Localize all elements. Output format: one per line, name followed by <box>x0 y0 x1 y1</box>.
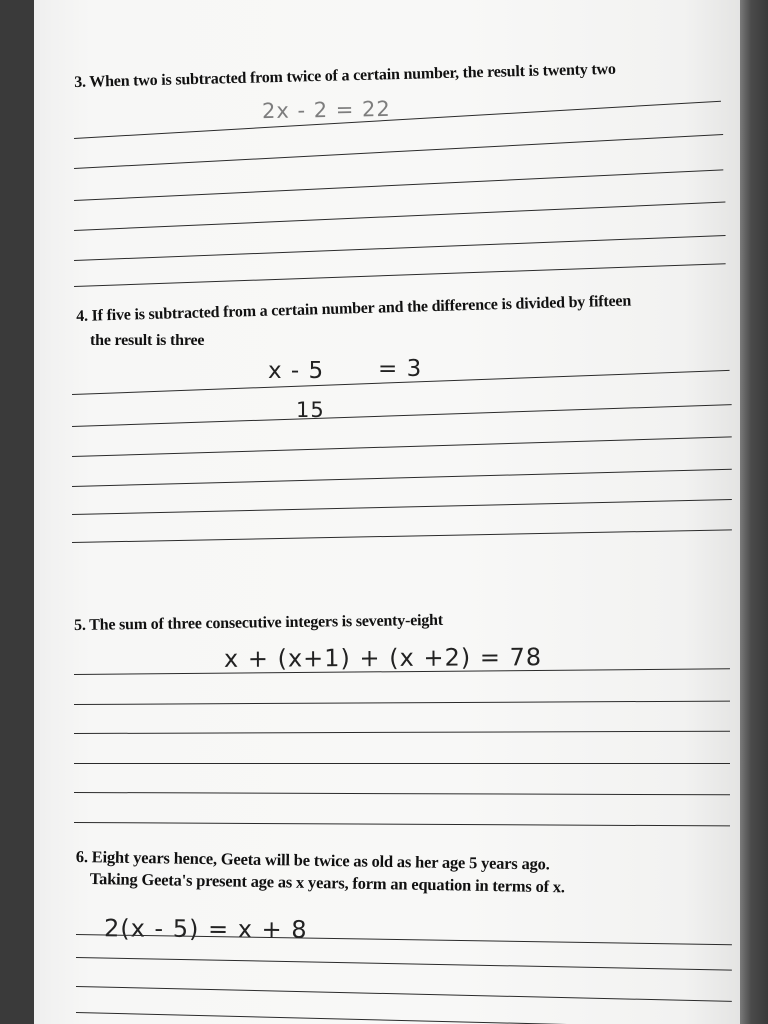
writing-line <box>74 169 723 201</box>
question-4-prompt-line-2: the result is three <box>90 332 205 349</box>
writing-line <box>74 263 726 287</box>
writing-line <box>76 986 732 1002</box>
question-4-prompt-line-1: 4. If five is subtracted from a certain number and the difference is divided by fifteen <box>76 292 632 325</box>
question-5-prompt: 5. The sum of three consecutive integers is seventy-eight <box>74 611 444 634</box>
question-3-answer: 2x - 2 = 22 <box>261 96 391 124</box>
writing-line <box>74 101 721 139</box>
question-4-answer-denominator: 15 <box>296 398 325 422</box>
writing-line <box>72 499 732 515</box>
page-edge-shadow <box>740 0 768 1024</box>
writing-line <box>74 134 723 169</box>
writing-line <box>74 763 730 764</box>
writing-line <box>76 1012 732 1024</box>
question-3-prompt: 3. When two is subtracted from twice of a certain number, the result is twenty two <box>74 60 616 91</box>
question-4-answer-equals: = 3 <box>378 356 423 382</box>
worksheet-page <box>34 0 740 1024</box>
question-4-answer-numerator: x - 5 <box>268 358 325 384</box>
writing-line <box>76 957 732 971</box>
writing-line <box>72 404 732 427</box>
writing-line <box>72 529 732 543</box>
question-6-answer: 2(x - 5) = x + 8 <box>103 914 308 944</box>
question-5-answer: x + (x+1) + (x +2) = 78 <box>223 643 543 673</box>
writing-line <box>74 822 730 826</box>
writing-line <box>72 436 732 457</box>
question-6-prompt-line-1: 6. Eight years hence, Geeta will be twice as old as her age 5 years ago. <box>75 847 550 874</box>
writing-line <box>74 731 730 734</box>
writing-line <box>72 469 732 487</box>
writing-line <box>74 792 730 795</box>
writing-line <box>74 701 730 705</box>
writing-line <box>74 235 726 261</box>
question-6-prompt-line-2: Taking Geeta's present age as x years, form an equation in terms of x. <box>89 869 565 897</box>
writing-line <box>74 202 725 231</box>
